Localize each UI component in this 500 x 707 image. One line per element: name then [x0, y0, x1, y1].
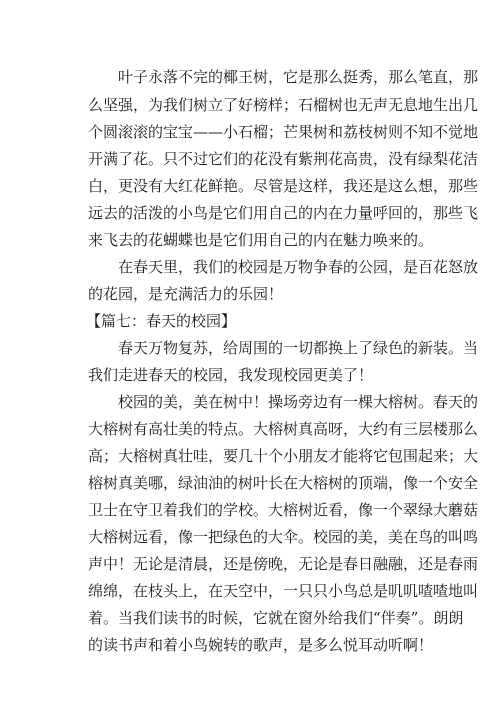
paragraph-line: 在春天里，我们的校园是万物争春的公园，是百花怒放: [118, 258, 479, 276]
paragraph-line: 开满了花。只不过它们的花没有紫荆花高贵，没有绿梨花洁: [88, 150, 479, 168]
paragraph-line: 来飞去的花蝴蝶也是它们用自己的内在魅力唤来的。: [88, 231, 434, 249]
paragraph-line: 着。当我们读书的时候，它就在窗外给我们“伴奏”。朗朗: [88, 609, 464, 627]
paragraph-line: 榕树真美哪，绿油油的树叶长在大榕树的顶端，像一个安全: [88, 474, 479, 492]
paragraph-line: 的读书声和着小鸟婉转的歌声，是多么悦耳动听啊！: [88, 636, 434, 654]
section-heading: 【篇七：春天的校园】: [86, 312, 237, 330]
paragraph-line: 个圆滚滚的宝宝——小石榴；芒果树和荔枝树则不知不觉地: [88, 123, 479, 141]
paragraph-line: 叶子永落不完的椰王树，它是那么挺秀，那么笔直，那: [118, 68, 479, 86]
paragraph-line: 高；大榕树真壮哇，要几十个小朋友才能将它包围起来；大: [88, 447, 479, 465]
paragraph-line: 么坚强，为我们树立了好榜样；石榴树也无声无息地生出几: [88, 96, 479, 114]
paragraph-line: 白，更没有大红花鲜艳。尽管是这样，我还是这么想，那些: [88, 177, 479, 195]
paragraph-line: 大榕树远看，像一把绿色的大伞。校园的美，美在鸟的叫鸣: [88, 528, 479, 546]
paragraph-line: 我们走进春天的校园，我发现校园更美了！: [88, 366, 374, 384]
paragraph-line: 卫士在守卫着我们的学校。大榕树近看，像一个翠绿大蘑菇: [88, 501, 479, 519]
paragraph-line: 春天万物复苏，给周围的一切都换上了绿色的新装。当: [118, 339, 479, 357]
paragraph-line: 绵绵，在枝头上，在天空中，一只只小鸟总是叽叽喳喳地叫: [88, 582, 479, 600]
paragraph-line: 声中！无论是清晨，还是傍晚，无论是春日融融，还是春雨: [88, 555, 479, 573]
paragraph-line: 大榕树有高壮美的特点。大榕树真高呀，大约有三层楼那么: [88, 420, 479, 438]
paragraph-line: 的花园，是充满活力的乐园！: [88, 285, 284, 303]
paragraph-line: 校园的美，美在树中！操场旁边有一棵大榕树。春天的: [118, 393, 479, 411]
paragraph-line: 远去的活泼的小鸟是它们用自己的内在力量呼回的，那些飞: [88, 204, 479, 222]
